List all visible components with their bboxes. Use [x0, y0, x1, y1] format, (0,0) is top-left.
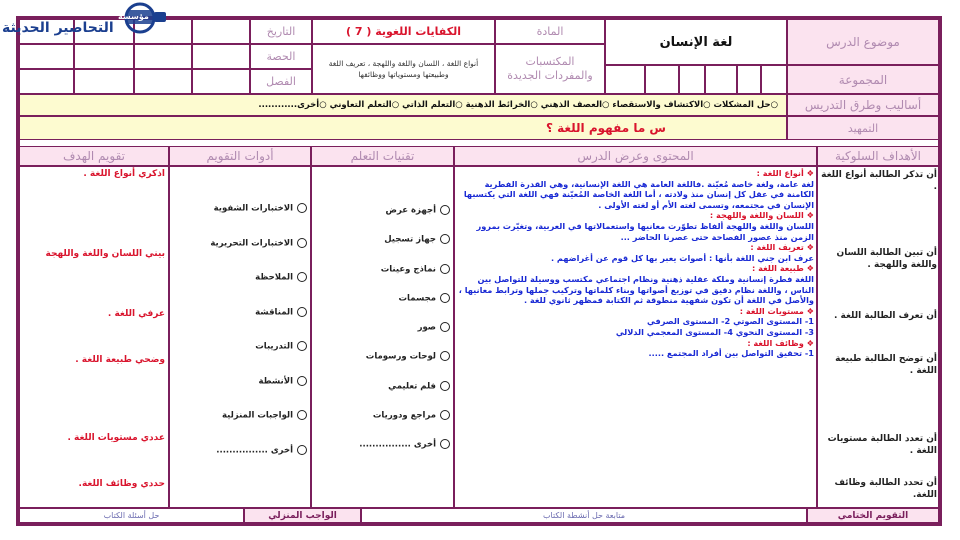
- objective-6: أن تحدد الطالبة وظائف اللغة.: [834, 478, 937, 500]
- tool-label: التدريبات: [255, 341, 293, 352]
- tool-label: الملاحظة: [255, 272, 293, 283]
- content-section: [457, 210, 814, 242]
- radio-circle-icon[interactable]: [440, 322, 450, 332]
- technique-item[interactable]: [315, 293, 450, 322]
- radio-circle-icon[interactable]: [440, 264, 450, 274]
- grid-cell: [192, 69, 250, 94]
- topic-value: الكفايات اللغوية ( 7 ): [312, 19, 495, 44]
- class-label: الفصل: [250, 69, 312, 94]
- subject-value: لغة الإنسان: [605, 19, 787, 65]
- intro-label: التمهيد: [787, 116, 939, 140]
- section-heading: ❖ اللسان واللغة واللهجة :: [709, 210, 814, 221]
- intro-value: س ما مفهوم اللغة ؟: [19, 116, 787, 140]
- evaluation-header: تقويم الهدف: [19, 146, 169, 166]
- grid-cell: [134, 44, 192, 69]
- logo: [0, 0, 200, 44]
- technique-item[interactable]: [315, 322, 450, 351]
- radio-circle-icon[interactable]: [440, 351, 450, 361]
- grid-cell: [19, 69, 74, 94]
- content-body: [457, 168, 814, 506]
- technique-item[interactable]: [315, 205, 450, 234]
- topic-label: موضوع الدرس: [787, 19, 939, 65]
- tools-header: أدوات التقويم: [169, 146, 311, 166]
- evaluation-1: اذكري أنواع اللغة .: [83, 169, 165, 179]
- technique-label: مراجع ودوريات: [372, 410, 436, 421]
- grid-cell: [74, 69, 134, 94]
- tools-list: [173, 203, 307, 479]
- radio-circle-icon[interactable]: [297, 410, 307, 420]
- section-heading: ❖ طبيعة اللغة :: [752, 263, 814, 274]
- subject-label: المادة: [495, 19, 605, 44]
- technique-label: مجسمات: [398, 293, 436, 304]
- technique-item[interactable]: [315, 381, 450, 410]
- objectives-header: الأهداف السلوكية: [817, 146, 939, 166]
- content-section: [457, 338, 814, 359]
- grid-cell: [192, 44, 250, 69]
- radio-circle-icon[interactable]: [440, 293, 450, 303]
- technique-item[interactable]: [315, 351, 450, 380]
- technique-label: نماذج وعينات: [380, 264, 436, 275]
- group-cell: [761, 65, 787, 94]
- tool-item[interactable]: [173, 376, 307, 411]
- objective-3: أن تعرف الطالبة اللغة .: [833, 311, 937, 321]
- radio-circle-icon[interactable]: [440, 410, 450, 420]
- technique-item[interactable]: [315, 410, 450, 439]
- evaluation-6: حددي وظائف اللغة.: [78, 479, 165, 489]
- acquired-label: المكتسبات والمفردات الجديدة: [495, 44, 605, 94]
- tool-label: الواجبات المنزلية: [221, 410, 293, 421]
- technique-label: أخرى ................: [359, 439, 436, 450]
- tool-item[interactable]: [173, 410, 307, 445]
- radio-circle-icon[interactable]: [440, 381, 450, 391]
- content-section: [457, 168, 814, 210]
- radio-circle-icon[interactable]: [440, 439, 450, 449]
- group-cell: [645, 65, 679, 94]
- objective-2: أن تبين الطالبة اللسان واللغة واللهجة .: [836, 248, 937, 270]
- radio-circle-icon[interactable]: [297, 341, 307, 351]
- section-text: اللغة فطرة إنسانية وملكة عقلية ذهنية ونظام اجتماعي مكتسب ووسيلة للتواصل بين الناس ، واللغة نظام دقيق في توزيع أصواتها وبناء كلماتها وتركيب جملها وترابط معانيها ، والأصل في اللغة أن تكون شفهية منطوقة ثم الكتابة فمظهر ثانوي للغة .: [458, 273, 814, 306]
- technique-label: أجهزة عرض: [385, 205, 436, 216]
- techniques-header: تقنيات التعلم: [311, 146, 454, 166]
- technique-label: فلم تعليمي: [388, 381, 436, 392]
- section-heading: ❖ وظائف اللغة :: [747, 337, 814, 348]
- evaluation-5: عددي مستويات اللغة .: [67, 433, 165, 443]
- technique-item[interactable]: [315, 264, 450, 293]
- acquired-value: أنواع اللغة ، اللسان واللغة واللهجة ، تعريف اللغة وطبيعتها ومستوياتها ووظائفها: [312, 44, 495, 94]
- content-section: [457, 242, 814, 263]
- tool-label: الأنشطة: [258, 376, 293, 386]
- period-label: الحصة: [250, 44, 312, 69]
- tool-label: الاختبارات الشفوية: [213, 203, 293, 214]
- technique-item[interactable]: [315, 234, 450, 263]
- group-label: المجموعة: [787, 65, 939, 94]
- content-header: المحتوى وعرض الدرس: [454, 146, 817, 166]
- section-text: اللسان واللغة واللهجة ألفاظ تطوّرت معانيها واستعمالاتها في العربية، وتغيّرت بمرور الزمن منذ عصور الفصاحة حتى عصرنا الحاضر ...: [476, 220, 814, 242]
- final-eval-value: متابعة حل أنشطة الكتاب: [361, 508, 807, 523]
- evaluation-3: عرفي اللغة .: [107, 309, 165, 319]
- methods-label: أساليب وطرق التدريس: [787, 94, 939, 116]
- objective-4: أن توضح الطالبة طبيعة اللغة .: [835, 354, 937, 376]
- methods-value: ○حل المشكلات ○الاكتشاف والاستقصاء ○العصف الذهني ○الخرائط الذهنية ○التعلم الذاتي ○التعلم التعاوني ○أخرى............: [19, 94, 787, 116]
- homework-value: حل أسئلة الكتاب: [19, 508, 244, 523]
- evaluation-column: [19, 166, 169, 508]
- tool-item[interactable]: [173, 341, 307, 376]
- date-label: التاريخ: [250, 19, 312, 44]
- technique-label: صور: [417, 322, 436, 333]
- logo-top-text: مؤسسة: [118, 12, 149, 21]
- grid-cell: [19, 44, 74, 69]
- technique-label: لوحات ورسومات: [365, 351, 436, 362]
- final-eval-label: التقويم الختامي: [807, 508, 939, 523]
- evaluation-4: وضحي طبيعة اللغة .: [75, 355, 165, 365]
- technique-label: جهاز تسجيل: [384, 234, 436, 245]
- radio-circle-icon[interactable]: [297, 307, 307, 317]
- grid-cell: [74, 44, 134, 69]
- objective-5: أن تعدد الطالبة مستويات اللغة .: [827, 434, 937, 456]
- section-heading: ❖ تعريف اللغة :: [750, 242, 814, 253]
- content-section: [457, 263, 814, 305]
- lesson-plan-frame: [16, 16, 942, 526]
- grid-cell: [134, 69, 192, 94]
- radio-circle-icon[interactable]: [297, 272, 307, 282]
- grid-cell: [192, 19, 250, 44]
- technique-item[interactable]: [315, 439, 450, 459]
- section-heading: ❖ أنواع اللغة :: [756, 168, 814, 178]
- section-text: عرف ابن جني اللغة بأنها : أصوات يعبر بها كل قوم عن أغراضهم .: [550, 252, 814, 263]
- section-text: 1- المستوى الصوتي 2- المستوى الصرفي 3- المستوى النحوي 4- المستوى المعجمي الدلالي: [615, 316, 814, 337]
- tool-item[interactable]: [173, 307, 307, 342]
- group-cell: [737, 65, 761, 94]
- group-cell: [679, 65, 705, 94]
- radio-circle-icon[interactable]: [297, 445, 307, 455]
- tool-label: أخرى ................: [216, 445, 293, 455]
- section-text: 1- تحقيق التواصل بين أفراد المجتمع .....: [648, 348, 814, 359]
- tool-item[interactable]: [173, 238, 307, 273]
- objective-1: أن تذكر الطالبة أنواع اللغة .: [821, 170, 937, 192]
- radio-circle-icon[interactable]: [297, 203, 307, 213]
- techniques-list: [315, 205, 450, 459]
- tool-item[interactable]: [173, 445, 307, 480]
- tool-item[interactable]: [173, 203, 307, 238]
- homework-label: الواجب المنزلي: [244, 508, 361, 523]
- radio-circle-icon[interactable]: [440, 234, 450, 244]
- group-cell: [705, 65, 737, 94]
- logo-main-text: التحاضير الحديثة: [2, 20, 114, 36]
- group-cell: [605, 65, 645, 94]
- tool-label: المناقشة: [255, 307, 293, 317]
- radio-circle-icon[interactable]: [297, 376, 307, 386]
- section-text: لغة عامة، ولغة خاصة مُعيّنة .فاللغة العامة هي اللغة الإنسانية، وهي القدرة الفطرية الكامنة في عقل كل إنسان منذ ولادته ، أما اللغة الخاصة المُعيّنة فهي اللغة التي يكتسبها الإنسان في مجتمعه، وتسمى لغته الأم أو لغته الأولى .: [463, 178, 814, 210]
- tool-label: الاختبارات التحريرية: [210, 238, 293, 248]
- radio-circle-icon[interactable]: [440, 205, 450, 215]
- evaluation-2: بيني اللسان واللغة واللهجة: [45, 249, 165, 259]
- tool-item[interactable]: [173, 272, 307, 307]
- content-section: [457, 306, 814, 338]
- section-heading: ❖ مستويات اللغة :: [739, 305, 814, 316]
- radio-circle-icon[interactable]: [297, 238, 307, 248]
